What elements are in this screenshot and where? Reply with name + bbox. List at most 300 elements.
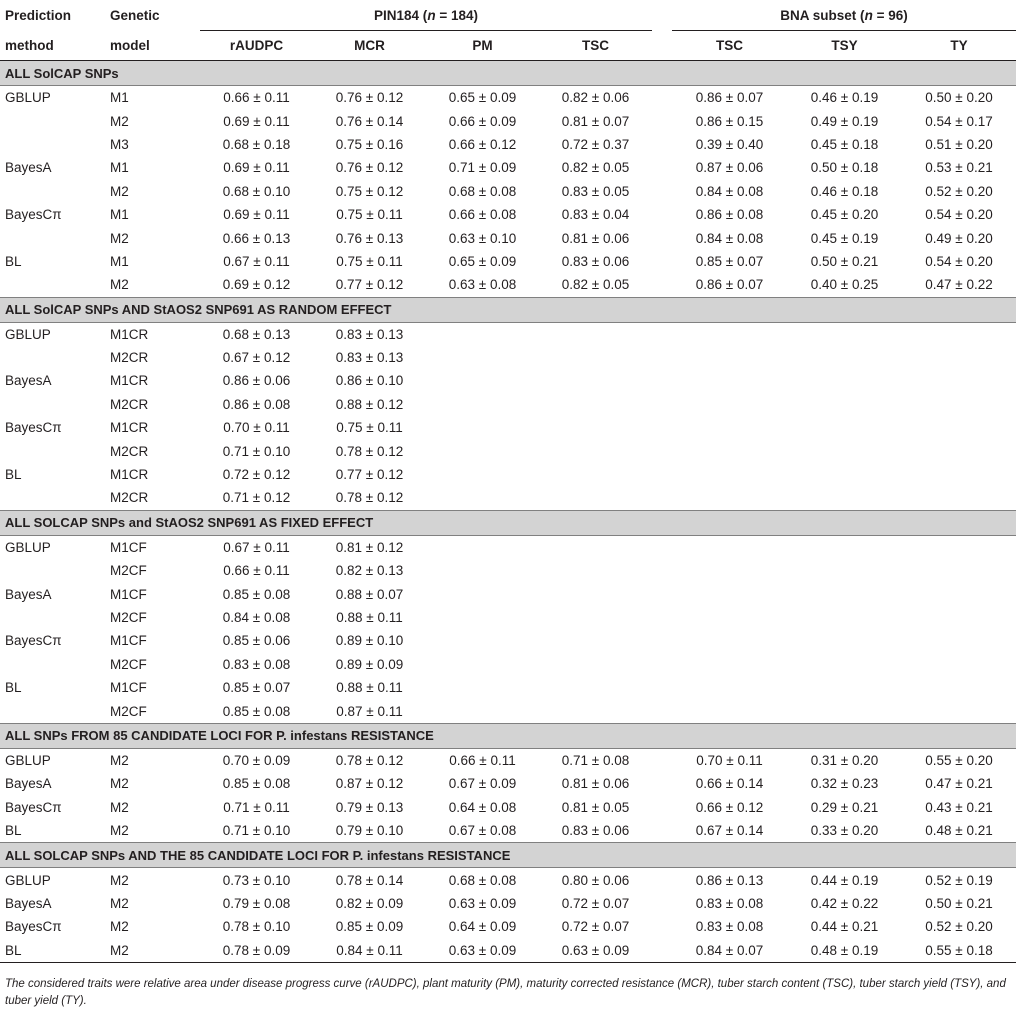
cell-model: M1CR	[110, 420, 149, 436]
cell-value: 0.85 ± 0.08	[222, 586, 291, 602]
column-gap	[652, 273, 672, 297]
cell-value: 0.67 ± 0.09	[448, 776, 517, 792]
cell-model: M1	[110, 207, 129, 223]
cell-model: M2CF	[110, 656, 147, 672]
cell-method	[0, 559, 105, 582]
column-gap	[652, 868, 672, 892]
group-pin184: PIN184 (n = 184)	[200, 0, 652, 31]
cell-value	[902, 676, 1016, 699]
cell-method: BL	[5, 467, 22, 483]
cell-value: 0.68 ± 0.08	[448, 872, 517, 888]
cell-model: M1CF	[110, 539, 147, 555]
cell-value: 0.63 ± 0.09	[448, 895, 517, 911]
cell-value: 0.52 ± 0.20	[925, 183, 993, 199]
cell-value: 0.48 ± 0.21	[925, 823, 993, 839]
cell-value: 0.69 ± 0.11	[223, 160, 290, 176]
cell-value: 0.83 ± 0.13	[335, 326, 404, 342]
cell-model: M2CF	[110, 563, 147, 579]
cell-method	[0, 180, 105, 203]
cell-value	[672, 653, 787, 676]
cell-value: 0.88 ± 0.11	[336, 680, 403, 696]
cell-value	[672, 699, 787, 723]
cell-value: 0.40 ± 0.25	[810, 277, 879, 293]
cell-value: 0.46 ± 0.18	[810, 183, 879, 199]
cell-model: M2	[110, 823, 129, 839]
column-gap	[652, 180, 672, 203]
table-row	[0, 819, 1016, 843]
table-row	[0, 416, 1016, 439]
cell-value: 0.66 ± 0.08	[448, 207, 517, 223]
cell-value: 0.75 ± 0.11	[336, 420, 403, 436]
cell-value: 0.50 ± 0.21	[925, 895, 993, 911]
cell-value: 0.82 ± 0.06	[561, 90, 630, 106]
cell-value: 0.76 ± 0.13	[335, 230, 404, 246]
header-trait: TSC	[539, 31, 652, 61]
cell-value	[787, 463, 902, 486]
table-row	[0, 393, 1016, 416]
cell-value: 0.81 ± 0.06	[561, 776, 630, 792]
cell-value	[672, 606, 787, 629]
cell-value	[539, 606, 652, 629]
cell-value: 0.85 ± 0.07	[222, 680, 291, 696]
cell-method	[0, 486, 105, 510]
header-method: method	[0, 31, 105, 61]
cell-value	[902, 535, 1016, 559]
cell-value	[539, 559, 652, 582]
cell-value: 0.50 ± 0.20	[925, 90, 993, 106]
cell-model: M2	[110, 752, 129, 768]
column-gap	[652, 559, 672, 582]
table-row	[0, 606, 1016, 629]
cell-value	[672, 559, 787, 582]
cell-value: 0.66 ± 0.14	[695, 776, 764, 792]
cell-value: 0.69 ± 0.11	[223, 113, 290, 129]
cell-value: 0.67 ± 0.08	[448, 823, 517, 839]
section-title: ALL SNPs FROM 85 CANDIDATE LOCI FOR P. infestans RESISTANCE	[0, 723, 1016, 748]
cell-value	[539, 463, 652, 486]
cell-value: 0.45 ± 0.20	[810, 207, 879, 223]
cell-method	[0, 109, 105, 132]
cell-value: 0.64 ± 0.09	[448, 919, 517, 935]
table-body	[0, 61, 1016, 963]
cell-value	[787, 629, 902, 652]
cell-method: GBLUP	[5, 872, 51, 888]
cell-value: 0.32 ± 0.23	[810, 776, 879, 792]
section-title: ALL SolCAP SNPs	[0, 61, 1016, 86]
cell-value: 0.68 ± 0.18	[222, 136, 291, 152]
cell-value	[426, 439, 539, 462]
cell-value: 0.81 ± 0.06	[561, 230, 630, 246]
cell-value: 0.87 ± 0.12	[335, 776, 404, 792]
cell-value: 0.66 ± 0.11	[223, 90, 290, 106]
cell-value	[902, 322, 1016, 346]
cell-value	[426, 535, 539, 559]
column-gap	[652, 606, 672, 629]
cell-value: 0.85 ± 0.06	[222, 633, 291, 649]
cell-value	[426, 629, 539, 652]
cell-value: 0.44 ± 0.19	[810, 872, 879, 888]
table-row	[0, 439, 1016, 462]
cell-value	[672, 439, 787, 462]
cell-value: 0.64 ± 0.08	[448, 799, 517, 815]
cell-value: 0.78 ± 0.12	[335, 490, 404, 506]
section-header	[0, 723, 1016, 748]
cell-model: M2	[110, 799, 129, 815]
cell-model: M1CF	[110, 586, 147, 602]
cell-method: BayesCπ	[5, 919, 62, 935]
cell-model: M2CR	[110, 350, 149, 366]
cell-value: 0.83 ± 0.05	[561, 183, 630, 199]
column-gap	[652, 369, 672, 392]
table-row	[0, 559, 1016, 582]
cell-value: 0.45 ± 0.18	[810, 136, 879, 152]
cell-value	[426, 606, 539, 629]
cell-value: 0.72 ± 0.37	[561, 136, 630, 152]
cell-value: 0.72 ± 0.12	[222, 467, 291, 483]
cell-model: M2CR	[110, 490, 149, 506]
cell-value: 0.86 ± 0.15	[695, 113, 764, 129]
section-title: ALL SOLCAP SNPs and StAOS2 SNP691 AS FIXED EFFECT	[0, 510, 1016, 535]
cell-value	[787, 699, 902, 723]
cell-method	[0, 133, 105, 156]
cell-value: 0.46 ± 0.19	[810, 90, 879, 106]
column-gap	[652, 582, 672, 605]
cell-value	[539, 629, 652, 652]
cell-method: BayesA	[5, 895, 52, 911]
cell-value	[787, 559, 902, 582]
column-gap	[652, 393, 672, 416]
table-footnote: The considered traits were relative area under disease progress curve (rAUDPC), plant maturity (PM), maturity corrected resistance (MCR), tuber starch content (TSC), tuber starch yield (TSY), and tuber yield (TY).	[5, 978, 1006, 1007]
cell-value: 0.81 ± 0.07	[561, 113, 630, 129]
cell-value: 0.47 ± 0.21	[925, 776, 993, 792]
cell-value: 0.84 ± 0.08	[695, 183, 764, 199]
cell-model: M2CF	[110, 610, 147, 625]
cell-model: M2CF	[110, 703, 147, 719]
cell-value: 0.52 ± 0.20	[925, 919, 993, 935]
cell-method: BayesA	[5, 586, 52, 602]
cell-method	[0, 606, 105, 629]
table-row	[0, 156, 1016, 179]
cell-value: 0.63 ± 0.09	[539, 939, 652, 963]
cell-model: M2	[110, 277, 129, 293]
cell-value	[539, 653, 652, 676]
cell-value	[426, 559, 539, 582]
cell-value	[426, 463, 539, 486]
cell-value	[539, 393, 652, 416]
cell-value: 0.72 ± 0.07	[561, 895, 630, 911]
cell-value: 0.72 ± 0.07	[561, 919, 630, 935]
cell-value: 0.83 ± 0.08	[222, 656, 291, 672]
cell-method: BayesCπ	[5, 633, 62, 649]
cell-method	[0, 226, 105, 249]
cell-value: 0.82 ± 0.09	[335, 895, 404, 911]
table-row	[0, 369, 1016, 392]
table-row	[0, 180, 1016, 203]
cell-value: 0.86 ± 0.08	[222, 396, 291, 412]
header-trait: TSY	[787, 31, 902, 61]
cell-value	[672, 582, 787, 605]
table-row	[0, 133, 1016, 156]
cell-value	[539, 535, 652, 559]
cell-value	[426, 676, 539, 699]
cell-value: 0.83 ± 0.06	[561, 253, 630, 269]
column-gap	[652, 109, 672, 132]
section-header	[0, 510, 1016, 535]
table-row	[0, 582, 1016, 605]
cell-value	[539, 486, 652, 510]
cell-value: 0.71 ± 0.08	[561, 752, 630, 768]
cell-value	[902, 369, 1016, 392]
table-row	[0, 346, 1016, 369]
cell-value: 0.82 ± 0.13	[335, 563, 404, 579]
cell-value: 0.75 ± 0.12	[335, 183, 404, 199]
cell-value	[426, 486, 539, 510]
table-row	[0, 699, 1016, 723]
cell-value: 0.70 ± 0.11	[696, 752, 763, 768]
cell-method: BL	[0, 939, 105, 963]
cell-value: 0.65 ± 0.09	[448, 253, 517, 269]
cell-value: 0.85 ± 0.08	[222, 776, 291, 792]
column-gap	[652, 486, 672, 510]
cell-value	[787, 322, 902, 346]
cell-value	[539, 582, 652, 605]
column-gap	[652, 322, 672, 346]
cell-value	[672, 369, 787, 392]
cell-model: M2	[105, 939, 200, 963]
cell-value: 0.45 ± 0.19	[810, 230, 879, 246]
table-row	[0, 226, 1016, 249]
cell-value	[426, 582, 539, 605]
cell-value: 0.55 ± 0.18	[902, 939, 1016, 963]
cell-value: 0.75 ± 0.11	[336, 207, 403, 223]
table-row	[0, 535, 1016, 559]
cell-value: 0.78 ± 0.12	[335, 752, 404, 768]
cell-value: 0.88 ± 0.11	[336, 610, 403, 625]
cell-value	[902, 629, 1016, 652]
table-row	[0, 676, 1016, 699]
cell-value: 0.63 ± 0.08	[448, 277, 517, 293]
cell-model: M1	[110, 90, 129, 106]
cell-value: 0.66 ± 0.13	[222, 230, 291, 246]
cell-method: BayesA	[5, 160, 52, 176]
cell-value	[902, 346, 1016, 369]
cell-model: M1CF	[110, 680, 147, 696]
cell-value: 0.71 ± 0.09	[448, 160, 517, 176]
cell-value: 0.63 ± 0.10	[448, 230, 517, 246]
cell-value	[787, 653, 902, 676]
cell-value: 0.42 ± 0.22	[810, 895, 879, 911]
cell-value: 0.67 ± 0.14	[695, 823, 764, 839]
cell-method: BL	[5, 253, 22, 269]
column-gap	[652, 535, 672, 559]
cell-value: 0.39 ± 0.40	[695, 136, 764, 152]
cell-method: GBLUP	[5, 90, 51, 106]
cell-value: 0.67 ± 0.11	[223, 539, 290, 555]
cell-value	[902, 582, 1016, 605]
column-gap	[652, 346, 672, 369]
header-model: model	[105, 31, 200, 61]
cell-value: 0.55 ± 0.20	[925, 752, 993, 768]
cell-value: 0.69 ± 0.11	[223, 207, 290, 223]
cell-value	[539, 346, 652, 369]
table-row	[0, 250, 1016, 273]
cell-value	[902, 486, 1016, 510]
cell-method: GBLUP	[5, 539, 51, 555]
cell-value	[787, 439, 902, 462]
column-gap	[652, 203, 672, 226]
cell-value: 0.86 ± 0.13	[695, 872, 764, 888]
cell-value: 0.86 ± 0.07	[695, 277, 764, 293]
table-row	[0, 772, 1016, 795]
cell-value: 0.83 ± 0.08	[695, 919, 764, 935]
cell-value	[787, 486, 902, 510]
column-gap	[652, 796, 672, 819]
cell-value: 0.88 ± 0.12	[335, 396, 404, 412]
cell-value: 0.48 ± 0.19	[787, 939, 902, 963]
column-gap	[652, 629, 672, 652]
column-gap	[652, 699, 672, 723]
cell-value	[672, 486, 787, 510]
cell-value: 0.53 ± 0.21	[925, 160, 993, 176]
cell-value: 0.44 ± 0.21	[810, 919, 879, 935]
cell-value: 0.81 ± 0.12	[335, 539, 404, 555]
cell-value: 0.66 ± 0.12	[448, 136, 517, 152]
cell-model: M1	[110, 160, 129, 176]
cell-value	[787, 606, 902, 629]
cell-value: 0.85 ± 0.09	[335, 919, 404, 935]
table-row	[0, 109, 1016, 132]
cell-model: M2CR	[110, 443, 149, 459]
cell-value: 0.49 ± 0.20	[925, 230, 993, 246]
column-gap	[652, 915, 672, 938]
cell-method	[0, 346, 105, 369]
cell-value: 0.86 ± 0.06	[222, 373, 291, 389]
cell-method: BayesCπ	[5, 799, 62, 815]
column-gap	[652, 416, 672, 439]
table-row	[0, 892, 1016, 915]
cell-value: 0.54 ± 0.17	[925, 113, 993, 129]
cell-value: 0.52 ± 0.19	[925, 872, 993, 888]
cell-value	[672, 346, 787, 369]
cell-method	[0, 653, 105, 676]
cell-value: 0.71 ± 0.11	[223, 799, 290, 815]
cell-value	[672, 676, 787, 699]
cell-value: 0.84 ± 0.08	[222, 610, 291, 625]
cell-model: M2CR	[110, 396, 149, 412]
cell-value: 0.50 ± 0.18	[810, 160, 879, 176]
cell-value	[787, 582, 902, 605]
cell-model: M1CF	[110, 633, 147, 649]
cell-value: 0.67 ± 0.11	[223, 253, 290, 269]
cell-value: 0.78 ± 0.09	[200, 939, 313, 963]
cell-model: M1CR	[110, 467, 149, 483]
section-title: ALL SOLCAP SNPs AND THE 85 CANDIDATE LOCI FOR P. infestans RESISTANCE	[0, 843, 1016, 868]
cell-value: 0.79 ± 0.13	[335, 799, 404, 815]
cell-value	[902, 439, 1016, 462]
table-row	[0, 203, 1016, 226]
cell-value	[672, 535, 787, 559]
header-trait: rAUDPC	[200, 31, 313, 61]
column-gap	[652, 463, 672, 486]
cell-value	[902, 559, 1016, 582]
cell-value: 0.29 ± 0.21	[810, 799, 879, 815]
cell-value: 0.78 ± 0.12	[335, 443, 404, 459]
cell-value: 0.83 ± 0.06	[561, 823, 630, 839]
column-gap	[652, 939, 672, 963]
header-genetic: Genetic	[110, 7, 160, 23]
cell-value: 0.83 ± 0.08	[695, 895, 764, 911]
cell-value	[539, 676, 652, 699]
header-row-2	[0, 31, 1016, 61]
cell-value: 0.87 ± 0.11	[336, 703, 403, 719]
cell-value: 0.66 ± 0.11	[449, 752, 516, 768]
column-gap	[652, 653, 672, 676]
cell-value: 0.84 ± 0.11	[313, 939, 426, 963]
cell-value	[787, 416, 902, 439]
cell-value	[539, 369, 652, 392]
cell-value: 0.82 ± 0.05	[561, 277, 630, 293]
cell-model: M2	[110, 113, 129, 129]
cell-model: M2	[110, 895, 129, 911]
cell-value: 0.86 ± 0.10	[335, 373, 404, 389]
column-gap	[652, 892, 672, 915]
cell-value	[902, 699, 1016, 723]
cell-value	[426, 369, 539, 392]
cell-value	[672, 463, 787, 486]
column-gap	[652, 156, 672, 179]
cell-value: 0.68 ± 0.08	[448, 183, 517, 199]
cell-method: BayesA	[5, 373, 52, 389]
cell-value: 0.80 ± 0.06	[561, 872, 630, 888]
column-gap	[652, 86, 672, 110]
cell-model: M2	[110, 776, 129, 792]
cell-value: 0.66 ± 0.09	[448, 113, 517, 129]
cell-model: M2	[110, 183, 129, 199]
cell-value: 0.78 ± 0.10	[222, 919, 291, 935]
column-gap	[652, 133, 672, 156]
column-gap	[652, 226, 672, 249]
table-row	[0, 629, 1016, 652]
table-row	[0, 939, 1016, 963]
cell-value	[902, 653, 1016, 676]
cell-value: 0.81 ± 0.05	[561, 799, 630, 815]
cell-value: 0.78 ± 0.14	[335, 872, 404, 888]
cell-value: 0.75 ± 0.11	[336, 253, 403, 269]
cell-method: GBLUP	[5, 752, 51, 768]
cell-model: M1CR	[110, 373, 149, 389]
cell-value	[539, 322, 652, 346]
table-row	[0, 915, 1016, 938]
cell-value: 0.50 ± 0.21	[810, 253, 879, 269]
cell-value	[539, 439, 652, 462]
cell-value: 0.71 ± 0.10	[222, 443, 291, 459]
cell-value: 0.75 ± 0.16	[335, 136, 404, 152]
cell-value: 0.76 ± 0.12	[335, 90, 404, 106]
cell-value	[902, 416, 1016, 439]
cell-value: 0.65 ± 0.09	[448, 90, 517, 106]
cell-value: 0.82 ± 0.05	[561, 160, 630, 176]
cell-value: 0.54 ± 0.20	[925, 253, 993, 269]
cell-value: 0.70 ± 0.11	[223, 420, 290, 436]
cell-value	[426, 416, 539, 439]
cell-value	[426, 653, 539, 676]
cell-model: M1	[110, 253, 129, 269]
group-bna: BNA subset (n = 96)	[672, 0, 1016, 31]
cell-value	[787, 346, 902, 369]
cell-value: 0.84 ± 0.08	[695, 230, 764, 246]
cell-value	[672, 393, 787, 416]
cell-value: 0.87 ± 0.06	[695, 160, 764, 176]
